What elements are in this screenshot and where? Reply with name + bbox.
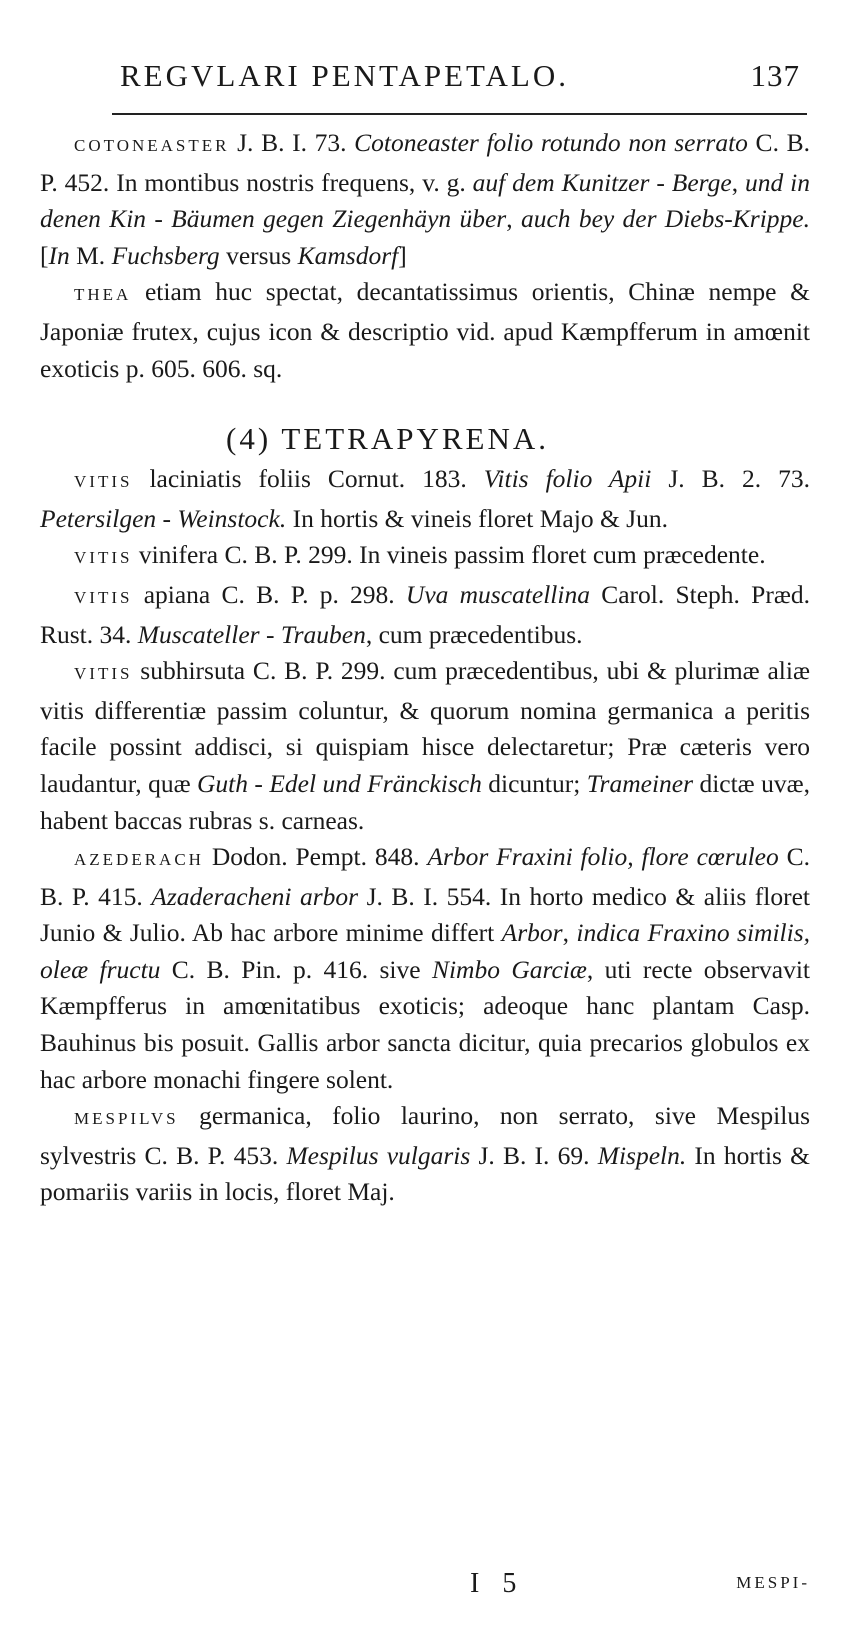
- entry-name: THEA: [74, 285, 132, 305]
- entry-text: J. B. I. 69.: [470, 1140, 598, 1170]
- entries-top: [40, 125, 810, 387]
- entry-text-italic: Trameiner: [586, 768, 694, 798]
- entry-text-italic: auch bey der Diebs-Krippe.: [520, 204, 811, 234]
- plant-entry: [40, 125, 810, 274]
- entry-name: AZEDERACH: [74, 850, 204, 870]
- entry-text-italic: Arbor Fraxini folio, flore cœruleo: [427, 842, 779, 872]
- plant-entry: [40, 461, 810, 537]
- header-rule: [112, 113, 807, 115]
- entry-text: [: [40, 240, 49, 270]
- plant-entry: [40, 274, 810, 387]
- entry-text: ,: [562, 918, 577, 948]
- entry-text: C. B. P. 415.: [40, 842, 810, 911]
- page-number: 137: [750, 58, 800, 93]
- plant-entry: [40, 839, 810, 1098]
- entry-text: C. B. Pin. p. 416. sive: [160, 954, 432, 984]
- entry-text: Carol. Steph. Præd. Rust. 34.: [40, 579, 810, 649]
- entry-text: , cum præcedentibus.: [365, 619, 583, 649]
- entry-text: ,: [506, 204, 521, 234]
- entry-text: , uti recte observavit Kæmpfferus in amœnitatibus exoticis; adeoque hanc plantam Casp. Bauhinus bis posuit. Gallis arbor sancta dicitur, quia precarios globulos ex hac arbore monachi fingere solent.: [40, 954, 810, 1094]
- entry-name: VITIS: [74, 664, 133, 684]
- plant-entry: [40, 577, 810, 653]
- entry-text: In hortis & vineis floret Majo & Jun.: [286, 503, 668, 533]
- entry-text-italic: Mespilus vulgaris: [286, 1140, 471, 1170]
- entry-text-italic: indica Fraxino similis, oleæ fructu: [40, 918, 811, 984]
- entry-text-italic: Fuchsberg: [111, 240, 220, 270]
- entry-text: dicuntur;: [481, 768, 587, 798]
- entry-name: VITIS: [74, 548, 133, 568]
- entry-text-italic: und in denen Kin - Bäumen gegen Ziegenhäyn über: [40, 167, 811, 234]
- entry-text: vinifera C. B. P. 299. In vineis passim floret cum præcedente.: [132, 540, 766, 570]
- entry-text-italic: In: [48, 240, 70, 270]
- running-head: [120, 58, 800, 94]
- entry-text: J. B. I. 554. In horto medico & aliis floret Junio & Julio. Ab hac arbore minime differt: [40, 881, 810, 948]
- signature-mark: I 5: [470, 1568, 525, 1599]
- entry-text: dictæ uvæ, habent baccas rubras s. carneas.: [40, 768, 810, 835]
- catchword: MESPI-: [736, 1573, 810, 1592]
- plant-entry: [40, 1098, 810, 1211]
- entry-text: apiana C. B. P. p. 298.: [132, 579, 406, 609]
- entry-text: In hortis & pomariis variis in locis, floret Maj.: [40, 1140, 810, 1207]
- entry-text: Dodon. Pempt. 848.: [203, 842, 428, 872]
- entry-text-italic: Mispeln.: [597, 1140, 687, 1170]
- plant-entry: [40, 537, 810, 577]
- entry-text: germanica, folio laurino, non serrato, sive Mespilus sylvestris C. B. P. 453.: [40, 1101, 810, 1170]
- entry-text-italic: Cotoneaster folio rotundo non serrato: [354, 128, 748, 157]
- entry-name: COTONEASTER: [74, 136, 230, 155]
- entry-text-italic: Muscateller - Trauben: [137, 619, 366, 649]
- entry-text-italic: Arbor: [501, 918, 563, 948]
- entry-text: J. B. 2. 73.: [651, 464, 811, 494]
- entry-text-italic: Guth - Edel und Fränckisch: [197, 768, 482, 798]
- entry-text-italic: Uva muscatellina: [405, 579, 590, 609]
- plant-entry: [40, 653, 810, 839]
- entry-text-italic: Kamsdorf: [297, 240, 399, 270]
- entry-name: MESPILVS: [74, 1109, 179, 1129]
- entry-text-italic: Vitis folio Apii: [483, 464, 652, 494]
- entry-text: versus: [219, 240, 298, 270]
- entry-text-italic: Azaderacheni arbor: [151, 881, 359, 911]
- entry-text: etiam huc spectat, decantatissimus orientis, Chinæ nempe & Japoniæ frutex, cujus icon & descriptio vid. apud Kæmpfferum in amœnit exoticis p. 605. 606. sq.: [40, 277, 810, 383]
- running-title: REGVLARI PENTAPETALO.: [120, 58, 569, 93]
- section-heading: (4) TETRAPYRENA.: [226, 421, 549, 457]
- entry-text: C. B. P. 452. In montibus nostris frequens, v. g.: [40, 128, 810, 197]
- entry-text: M.: [69, 240, 112, 270]
- entry-name: VITIS: [74, 472, 133, 492]
- entry-text: laciniatis foliis Cornut. 183.: [132, 464, 484, 494]
- entry-text: ,: [731, 167, 745, 197]
- page-body: [40, 125, 810, 1211]
- entry-text-italic: Petersilgen - Weinstock.: [40, 503, 287, 533]
- entries-bottom: [40, 461, 810, 1211]
- entry-text: J. B. I. 73.: [229, 128, 355, 157]
- entry-name: VITIS: [74, 587, 133, 607]
- entry-text-italic: auf dem Kunitzer - Berge: [472, 167, 732, 197]
- entry-text-italic: Nimbo Garciæ: [431, 954, 587, 984]
- entry-text: ]: [398, 240, 407, 270]
- entry-text: subhirsuta C. B. P. 299. cum præcedentibus, ubi & plurimæ aliæ vitis differentiæ passim coluntur, & quorum nomina germanica a peritis facile possint addisci, si quispiam hisce delectaretur; Præ cæteris vero laudantur, quæ: [40, 656, 810, 798]
